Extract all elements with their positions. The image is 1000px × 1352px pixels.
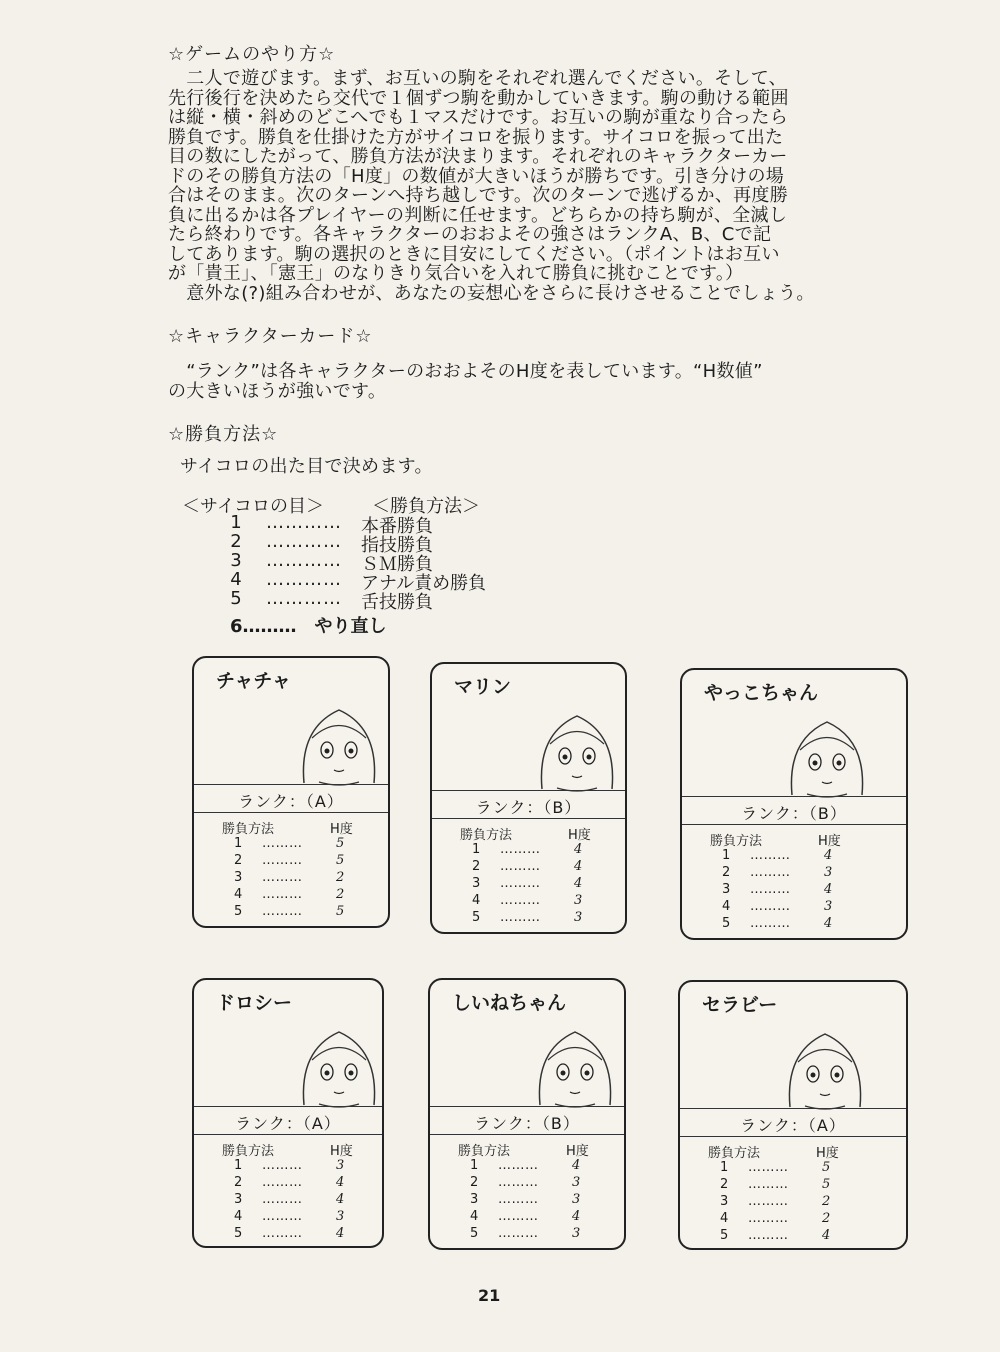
- heading-battle-method: ☆勝負方法☆: [168, 424, 279, 445]
- character-card: [680, 668, 908, 940]
- character-rank: ランク：（B）: [475, 798, 582, 817]
- dot-leader: ………: [748, 1160, 789, 1175]
- method-name: アナル責め勝負: [361, 573, 487, 594]
- dot-leader: ………: [748, 1177, 789, 1192]
- text-line: 目の数にしたがって、勝負方法が決まります。それぞれのキャラクターカー: [168, 146, 788, 167]
- card-stat-row: [432, 859, 625, 876]
- hdo-column-label: H度: [330, 822, 353, 837]
- card-stat-row: [430, 1175, 624, 1192]
- character-rank: ランク：（A）: [740, 1116, 846, 1135]
- card-stat-row: [682, 865, 906, 882]
- card-stat-row: [194, 1158, 382, 1175]
- character-card: [430, 662, 627, 934]
- stat-value: 2: [336, 887, 345, 902]
- stat-value: 4: [336, 1226, 345, 1241]
- dice-row-reroll: 6……… やり直し: [230, 616, 387, 637]
- stat-value: 4: [574, 876, 583, 891]
- card-divider: [432, 790, 625, 791]
- stat-number: 3: [722, 882, 731, 897]
- dot-leader: ………: [262, 1158, 303, 1173]
- dot-leader: ………: [262, 870, 303, 885]
- method-name: 舌技勝負: [361, 592, 433, 613]
- stat-number: 4: [234, 887, 243, 902]
- text-line: ドのその勝負方法の「H度」の数値が大きいほうが勝ちです。引き分けの場: [168, 165, 785, 187]
- stat-number: 2: [720, 1177, 729, 1192]
- stat-number: 3: [470, 1192, 479, 1207]
- stat-value: 5: [822, 1160, 831, 1175]
- stat-value: 2: [822, 1211, 831, 1226]
- dot-leader: ………: [262, 1175, 303, 1190]
- card-stat-row: [432, 910, 625, 927]
- stat-number: 4: [470, 1209, 479, 1224]
- dot-leader: ………: [750, 899, 791, 914]
- stat-number: 5: [470, 1226, 479, 1241]
- stat-value: 3: [574, 910, 583, 925]
- stat-number: 4: [720, 1211, 729, 1226]
- card-stat-row: [680, 1160, 906, 1177]
- dot-leader: …………: [266, 588, 342, 609]
- card-divider: [194, 812, 388, 813]
- character-rank: ランク：（A）: [235, 1114, 341, 1133]
- dot-leader: ………: [750, 865, 791, 880]
- card-stat-row: [194, 1226, 382, 1243]
- character-name: チャチャ: [216, 670, 291, 692]
- dot-leader: ………: [498, 1175, 539, 1190]
- card-stat-row: [432, 842, 625, 859]
- method-column-label: 勝負方法: [710, 834, 763, 849]
- card-divider: [682, 796, 906, 797]
- card-stat-row: [194, 870, 388, 887]
- character-portrait-icon: [750, 1012, 900, 1112]
- character-rank: ランク：（A）: [238, 792, 344, 811]
- method-column-label: 勝負方法: [222, 1144, 275, 1159]
- card-stat-row: [682, 916, 906, 933]
- heading-game-rules: ☆ゲームのやり方☆: [168, 44, 336, 65]
- dot-leader: ………: [498, 1226, 539, 1241]
- card-stat-row: [194, 853, 388, 870]
- card-stat-row: [194, 836, 388, 853]
- stat-number: 1: [722, 848, 731, 863]
- dot-leader: ………: [498, 1192, 539, 1207]
- paragraph-character-card: [168, 362, 763, 401]
- character-card: [678, 980, 908, 1250]
- stat-value: 5: [822, 1177, 831, 1192]
- card-stat-row: [430, 1226, 624, 1243]
- method-column-label: 勝負方法: [458, 1144, 511, 1159]
- card-stat-row: [680, 1228, 906, 1245]
- stat-number: 5: [234, 904, 243, 919]
- stat-value: 4: [822, 1228, 831, 1243]
- dice-column-header: ＜サイコロの目＞: [182, 496, 325, 517]
- dot-leader: …………: [266, 512, 342, 533]
- character-portrait-icon: [502, 694, 652, 794]
- stat-value: 5: [336, 853, 345, 868]
- dice-table: [226, 512, 546, 637]
- dot-leader: …………: [266, 550, 342, 571]
- stat-number: 2: [472, 859, 481, 874]
- dice-number: 5: [230, 588, 242, 609]
- stat-value: 5: [336, 836, 345, 851]
- text-line: してあります。駒の選択のときに目安にしてください。（ポイントはお互い: [168, 243, 780, 265]
- stat-number: 3: [234, 870, 243, 885]
- dot-leader: ………: [748, 1228, 789, 1243]
- stat-value: 4: [574, 842, 583, 857]
- card-divider: [430, 1106, 624, 1107]
- character-portrait-icon: [752, 700, 902, 800]
- stat-value: 3: [336, 1158, 345, 1173]
- stat-number: 1: [720, 1160, 729, 1175]
- stat-number: 2: [234, 853, 243, 868]
- character-name: しいねちゃん: [452, 992, 567, 1014]
- dice-number: 1: [230, 512, 242, 533]
- card-divider: [680, 1108, 906, 1109]
- dot-leader: ………: [262, 836, 303, 851]
- stat-value: 5: [336, 904, 345, 919]
- card-stat-row: [194, 1192, 382, 1209]
- dot-leader: ………: [500, 842, 541, 857]
- dot-leader: ………: [262, 1192, 303, 1207]
- card-stat-row: [682, 899, 906, 916]
- card-stat-row: [194, 1209, 382, 1226]
- dot-leader: ………: [750, 916, 791, 931]
- stat-number: 4: [234, 1209, 243, 1224]
- stat-number: 4: [722, 899, 731, 914]
- card-stat-row: [680, 1177, 906, 1194]
- dot-leader: ………: [262, 887, 303, 902]
- dot-leader: ………: [262, 853, 303, 868]
- hdo-column-label: H度: [816, 1146, 839, 1161]
- stat-number: 5: [472, 910, 481, 925]
- stat-value: 4: [824, 882, 833, 897]
- card-stat-row: [682, 882, 906, 899]
- stat-number: 5: [722, 916, 731, 931]
- hdo-column-label: H度: [568, 828, 591, 843]
- character-portrait-icon: [264, 1010, 414, 1110]
- stat-value: 4: [572, 1158, 581, 1173]
- page-number: 21: [478, 1286, 501, 1305]
- text-line: 合はそのまま。次のターンへ持ち越しです。次のターンで逃げるか、再度勝: [168, 185, 789, 206]
- dot-leader: …………: [266, 569, 342, 590]
- stat-number: 3: [720, 1194, 729, 1209]
- character-rank: ランク：（B）: [741, 804, 847, 823]
- card-stat-row: [680, 1211, 906, 1228]
- character-card: [428, 978, 626, 1250]
- character-portrait-icon: [264, 688, 414, 788]
- text-line: 負に出るかは各プレイヤーの判断に任せます。どちらかの持ち駒が、全滅し: [168, 204, 788, 226]
- dot-leader: ………: [500, 893, 541, 908]
- dot-leader: ………: [500, 876, 541, 891]
- stat-value: 4: [336, 1175, 345, 1190]
- dot-leader: ………: [748, 1211, 789, 1226]
- method-column-label: 勝負方法: [460, 828, 513, 843]
- text-line: 先行後行を決めたら交代で１個ずつ駒を動かしていきます。駒の動ける範囲: [168, 87, 789, 109]
- method-name: ＳＭ勝負: [361, 554, 433, 575]
- card-stat-row: [430, 1209, 624, 1226]
- card-divider: [194, 1106, 382, 1107]
- dot-leader: ………: [500, 859, 541, 874]
- character-card: [192, 978, 384, 1248]
- dot-leader: ………: [750, 848, 791, 863]
- stat-value: 4: [574, 859, 583, 874]
- dot-leader: ………: [498, 1209, 539, 1224]
- stat-value: 2: [822, 1194, 831, 1209]
- text-line: が「貴王」、「憲王」のなりきり気合いを入れて勝負に挑むことです。）: [168, 263, 744, 284]
- dot-leader: ………: [500, 910, 541, 925]
- stat-value: 4: [336, 1192, 345, 1207]
- stat-number: 2: [234, 1175, 243, 1190]
- dot-leader: ………: [262, 904, 303, 919]
- card-divider: [194, 784, 388, 785]
- stat-number: 4: [472, 893, 481, 908]
- card-divider: [430, 1134, 624, 1135]
- stat-number: 3: [472, 876, 481, 891]
- text-line: は縦・横・斜めのどこへでも１マスだけです。お互いの駒が重なり合ったら: [168, 107, 789, 128]
- heading-character-card: ☆キャラクターカード☆: [168, 326, 373, 347]
- text-line: 意外な(?)組み合わせが、あなたの妄想心をさらに長けさせることでしょう。: [168, 282, 815, 304]
- dot-leader: ………: [750, 882, 791, 897]
- card-stat-row: [680, 1194, 906, 1211]
- stat-number: 1: [470, 1158, 479, 1173]
- stat-value: 2: [336, 870, 345, 885]
- stat-value: 3: [574, 893, 583, 908]
- text-line: 勝負です。勝負を仕掛けた方がサイコロを振ります。サイコロを振って出た: [168, 126, 784, 148]
- card-stat-row: [194, 887, 388, 904]
- dice-number: 3: [230, 550, 242, 571]
- text-line: たら終わりです。各キャラクターのおおよその強さはランクA、B、Cで記: [168, 224, 772, 245]
- character-name: セラビー: [702, 994, 778, 1016]
- dice-number: 2: [230, 531, 242, 552]
- card-stat-row: [430, 1158, 624, 1175]
- stat-number: 1: [234, 1158, 243, 1173]
- paragraph-game-rules: [168, 69, 815, 303]
- method-column-label: 勝負方法: [708, 1146, 761, 1161]
- stat-value: 3: [572, 1192, 581, 1207]
- stat-value: 3: [336, 1209, 345, 1224]
- character-portrait-icon: [500, 1010, 650, 1110]
- stat-number: 2: [722, 865, 731, 880]
- method-column-header: ＜勝負方法＞: [372, 496, 480, 517]
- dot-leader: ………: [748, 1194, 789, 1209]
- stat-number: 1: [472, 842, 481, 857]
- hdo-column-label: H度: [330, 1144, 353, 1159]
- card-divider: [194, 1134, 382, 1135]
- card-stat-row: [194, 1175, 382, 1192]
- stat-value: 3: [572, 1175, 581, 1190]
- method-name: 指技勝負: [361, 535, 433, 556]
- card-stat-row: [682, 848, 906, 865]
- stat-number: 3: [234, 1192, 243, 1207]
- stat-value: 3: [824, 899, 833, 914]
- card-divider: [682, 824, 906, 825]
- card-divider: [680, 1136, 906, 1137]
- dot-leader: ………: [262, 1226, 303, 1241]
- card-stat-row: [194, 904, 388, 921]
- stat-value: 3: [824, 865, 833, 880]
- text-line: “ランク”は各キャラクターのおおよそのH度を表しています。“H数値”: [168, 361, 763, 382]
- hdo-column-label: H度: [818, 834, 841, 849]
- stat-value: 3: [572, 1226, 581, 1241]
- battle-method-intro: サイコロの出た目で決めます。: [180, 456, 433, 477]
- stat-number: 5: [234, 1226, 243, 1241]
- dot-leader: …………: [266, 531, 342, 552]
- card-stat-row: [432, 876, 625, 893]
- dice-number: 4: [230, 569, 242, 590]
- character-name: ドロシー: [216, 992, 293, 1014]
- text-line: の大きいほうが強いです。: [168, 380, 387, 402]
- character-name: マリン: [454, 676, 512, 698]
- stat-number: 2: [470, 1175, 479, 1190]
- method-column-label: 勝負方法: [222, 822, 275, 837]
- stat-number: 1: [234, 836, 243, 851]
- method-name: 本番勝負: [361, 516, 433, 537]
- stat-value: 4: [824, 916, 833, 931]
- character-card: [192, 656, 390, 928]
- card-stat-row: [430, 1192, 624, 1209]
- text-line: 二人で遊びます。まず、お互いの駒をそれぞれ選んでください。そして、: [168, 68, 787, 89]
- card-divider: [432, 818, 625, 819]
- card-stat-row: [432, 893, 625, 910]
- character-rank: ランク：（B）: [474, 1114, 580, 1133]
- dot-leader: ………: [498, 1158, 539, 1173]
- hdo-column-label: H度: [566, 1144, 589, 1159]
- stat-number: 5: [720, 1228, 729, 1243]
- character-name: やっこちゃん: [704, 682, 819, 704]
- dot-leader: ………: [262, 1209, 303, 1224]
- stat-value: 4: [824, 848, 833, 863]
- stat-value: 4: [572, 1209, 581, 1224]
